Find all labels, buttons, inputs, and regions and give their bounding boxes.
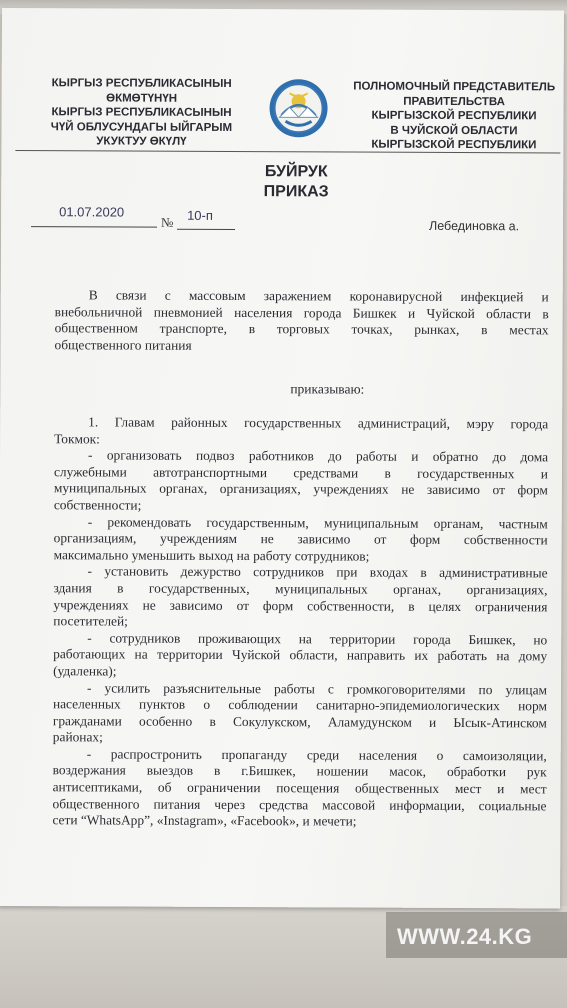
order-line: 1. Главам районных государственных администраций, мэру города: [88, 414, 549, 432]
intro-line: В связи с массовым заражением коронавирусной инфекцией и: [88, 287, 549, 305]
order-line: - усилить разъяснительные работы с громкоговорителями по улицам: [87, 679, 548, 697]
order-line: - сотрудников проживающих на территории города Бишкек, но: [87, 630, 548, 648]
order-line: антисептиками, об ограничении посещения общественных мест и мест: [52, 779, 547, 797]
header-right-line: ПОЛНОМОЧНЫЙ ПРЕДСТАВИТЕЛЬ: [353, 80, 556, 94]
order-line: собственности;: [53, 497, 142, 513]
intro-line: внебольничной пневмонией населения города Бишкек и Чуйской области в: [54, 303, 549, 321]
order-line: служебными автотранспортными средствами в государственных и: [53, 464, 549, 482]
order-line: - установить дежурство сотрудников при входах в административные: [87, 563, 548, 581]
intro-line: общественного питания: [54, 337, 192, 353]
number-label: №: [161, 214, 174, 230]
order-line: общественного питания через средства массовой информации, социальные: [52, 795, 547, 814]
doc-type-russian: ПРИКАЗ: [263, 183, 329, 201]
order-line: Токмок:: [54, 430, 100, 447]
order-line: гражданами особенно в Сокулукском, Аламудунском и Ысык-Атинском: [52, 712, 547, 731]
state-emblem-icon: [267, 77, 329, 139]
order-date: 01.07.2020: [59, 204, 125, 220]
header-left-line: ЧҮЙ ОБЛУСУНДАГЫ ЫЙГАРЫМ: [50, 120, 233, 134]
order-items: [52, 414, 548, 831]
number-underline: [177, 229, 235, 230]
header-left-line: КЫРГЫЗ РЕСПУБЛИКАСЫНЫН: [51, 77, 232, 91]
order-line: учреждениях не зависимо от форм собственности, в целях ограничения: [53, 596, 548, 614]
order-line: работающих на территории Чуйской области, направить их работать на дому: [53, 646, 548, 664]
header-right-line: ПРАВИТЕЛЬСТВА: [403, 95, 505, 108]
issue-place: Лебединовка а.: [429, 218, 520, 234]
order-line: здания в государственных, муниципальных органах, организациях,: [53, 580, 548, 598]
header-right-line: КЫРГЫЗСКОЙ РЕСПУБЛИКИ: [371, 109, 537, 123]
order-line: районах;: [52, 729, 103, 745]
order-number: 10-п: [187, 207, 213, 223]
intro-paragraph: [54, 287, 548, 356]
order-line: сети “WhatsApp”, «Instagram», «Facebook», и мечети;: [52, 812, 357, 829]
header-russian: [341, 79, 566, 152]
order-line: посетителей;: [53, 613, 128, 629]
order-line: - распростронить пропаганду среди населения о самоизоляции,: [86, 746, 547, 764]
order-line: - рекомендовать государственным, муниципальным органам, частным: [87, 513, 548, 531]
header-right-line: КЫРГЫЗСКОЙ РЕСПУБЛИКИ: [371, 138, 537, 152]
header-left-line: ӨКМӨТҮНҮН: [106, 91, 178, 105]
header-left-line: КЫРГЫЗ РЕСПУБЛИКАСЫНЫН: [51, 106, 232, 120]
order-line: - организовать подвоз работников до работы и обратно до дома: [88, 447, 549, 465]
watermark-text: WWW.24.KG: [397, 924, 533, 949]
order-line: максимально уменьшить выход на работу сотрудников;: [53, 546, 370, 564]
order-line: воздержания выездов в г.Бишкек, ношении масок, обработки рук: [52, 762, 547, 780]
order-line: муниципальных органах, организациях, учреждениях не зависимо от форм: [53, 480, 548, 498]
doc-type-kyrgyz: БУЙРУК: [264, 163, 328, 181]
order-line: населенных пунктов о соблюдении санитарно-эпидемиологических норм: [52, 696, 547, 714]
header-left-line: УКУКТУУ ӨКҮЛҮ: [96, 135, 187, 148]
order-heading: приказываю:: [290, 381, 365, 397]
header-right-line: В ЧУЙСКОЙ ОБЛАСТИ: [390, 124, 518, 137]
document-page: [0, 8, 564, 908]
order-line: (удаленка);: [53, 663, 117, 679]
intro-line: общественном транспорте, в торговых точках, рынках, в местах: [54, 320, 549, 338]
header-kyrgyz: [31, 76, 251, 149]
date-underline: [31, 226, 157, 228]
order-line: организациям, учреждениям не зависимо от форм собственности: [53, 530, 548, 548]
